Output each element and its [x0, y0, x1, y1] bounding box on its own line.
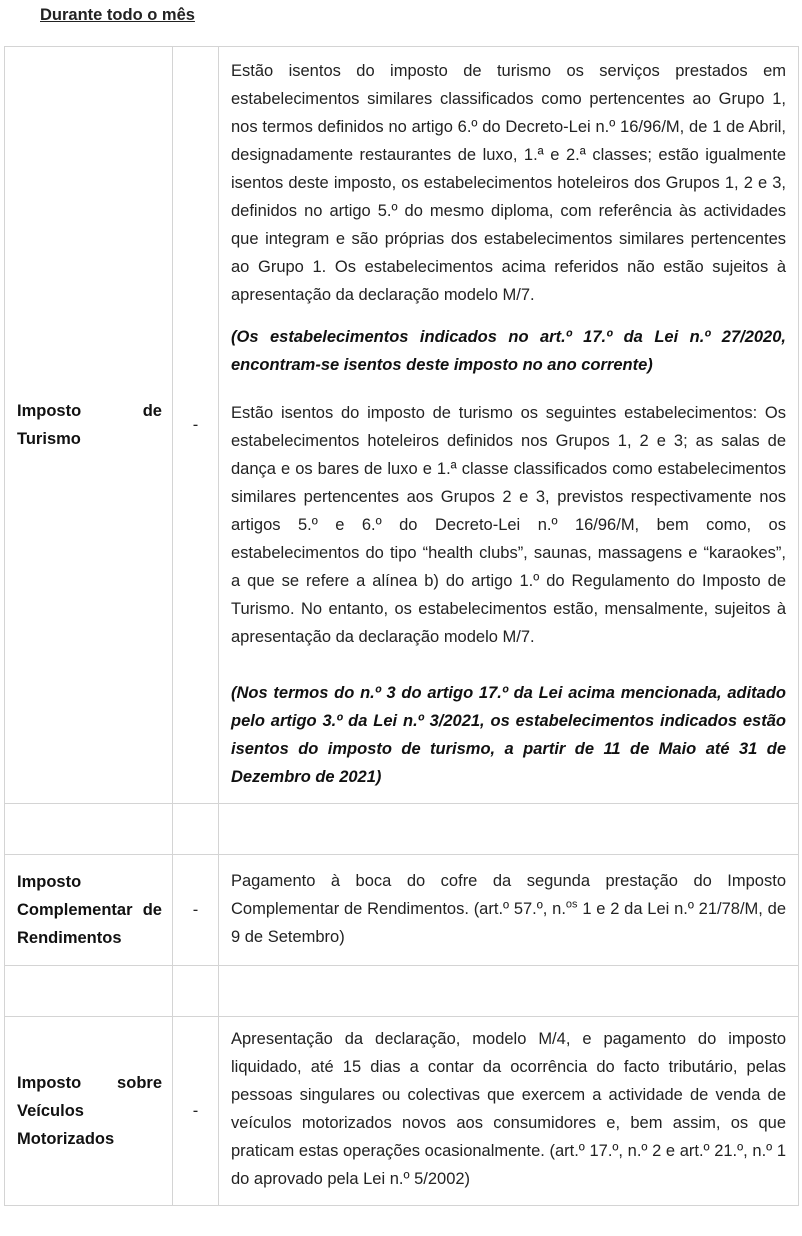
- dash-cell: -: [173, 855, 219, 966]
- description-text-start: Pagamento à boca do cofre da segunda prestação do Imposto Complementar de Rendimentos. (art.º 57.º, n.: [231, 872, 786, 918]
- table-row-imposto-complementar: [5, 855, 799, 966]
- section-heading: Durante todo o mês: [40, 6, 195, 24]
- paragraph-exemption-establishments: Estão isentos do imposto de turismo os seguintes estabelecimentos: Os estabelecimentos hoteleiros definidos nos Grupos 1, 2 e 3; as salas de dança e os bares de luxo e 1.ª classe classificados como estabelecimentos similares pertencentes aos Grupos 2 e 3, previstos respectivamente nos artigos 5.º e 6.º do Decreto-Lei n.º 16/96/M, bem como, os estabelecimentos do tipo “health clubs”, saunas, massagens e “karaokes”, a que se refere a alínea b) do artigo 1.º do Regulamento do Imposto de Turismo. No entanto, os estabelecimentos estão, mensalmente, sujeitos à apresentação da declaração modelo M/7.: [231, 404, 786, 646]
- spacer-row: [5, 804, 799, 855]
- tax-calendar-table: [4, 46, 799, 1206]
- paragraph-vehicle-declaration: Apresentação da declaração, modelo M/4, e pagamento do imposto liquidado, até 15 dias a contar da ocorrência do facto tributário, pelas pessoas singulares ou colectivas que exercem a actividade de venda de veículos motorizados novos aos consumidores e, bem assim, os que praticam estas operações ocasionalmente. (art.º 17.º, n.º 2 e art.º 21.º, n.º 1 do aprovado pela Lei n.º 5/2002): [231, 1030, 786, 1188]
- description-cell: [219, 1017, 799, 1206]
- paragraph-exemption-group-1: Estão isentos do imposto de turismo os serviços prestados em estabelecimentos similares classificados como pertencentes ao Grupo 1, nos termos definidos no artigo 6.º do Decreto-Lei n.º 16/96/M, de 1 de Abril, designadamente restaurantes de luxo, 1.ª e 2.ª classes; estão igualmente isentos deste imposto, os estabelecimentos hoteleiros dos Grupos 1, 2 e 3, definidos no artigo 5.º do mesmo diploma, com referência às actividades que integram e são próprias dos estabelecimentos similares pertencentes ao Grupo 1. Os estabelecimentos acima referidos não estão sujeitos à apresentação da declaração modelo M/7.: [231, 62, 786, 304]
- tax-name-imposto-complementar: Imposto Complementar de Rendimentos: [5, 855, 173, 966]
- superscript-os: os: [565, 898, 578, 911]
- paragraph-second-installment: [231, 867, 786, 951]
- tax-name-imposto-de-turismo: Imposto de Turismo: [5, 47, 173, 804]
- table-row-imposto-de-turismo: [5, 47, 799, 804]
- note-law-3-2021: (Nos termos do n.º 3 do artigo 17.º da Lei acima mencionada, aditado pelo artigo 3.º da Lei n.º 3/2021, os estabelecimentos indicados estão isentos do imposto de turismo, a partir de 11 de Maio até 31 de Dezembro de 2021): [231, 684, 786, 786]
- dash-cell: -: [173, 47, 219, 804]
- description-cell: [219, 47, 799, 804]
- description-text-end: 1 e 2 da Lei n.º 21/78/M, de 9 de Setembro): [231, 900, 786, 946]
- tax-name-imposto-veiculos: Imposto sobre Veículos Motorizados: [5, 1017, 173, 1206]
- description-cell: [219, 855, 799, 966]
- dash-cell: -: [173, 1017, 219, 1206]
- note-law-27-2020: (Os estabelecimentos indicados no art.º 17.º da Lei n.º 27/2020, encontram-se isentos deste imposto no ano corrente): [231, 328, 786, 374]
- table-row-imposto-veiculos: [5, 1017, 799, 1206]
- spacer-row: [5, 966, 799, 1017]
